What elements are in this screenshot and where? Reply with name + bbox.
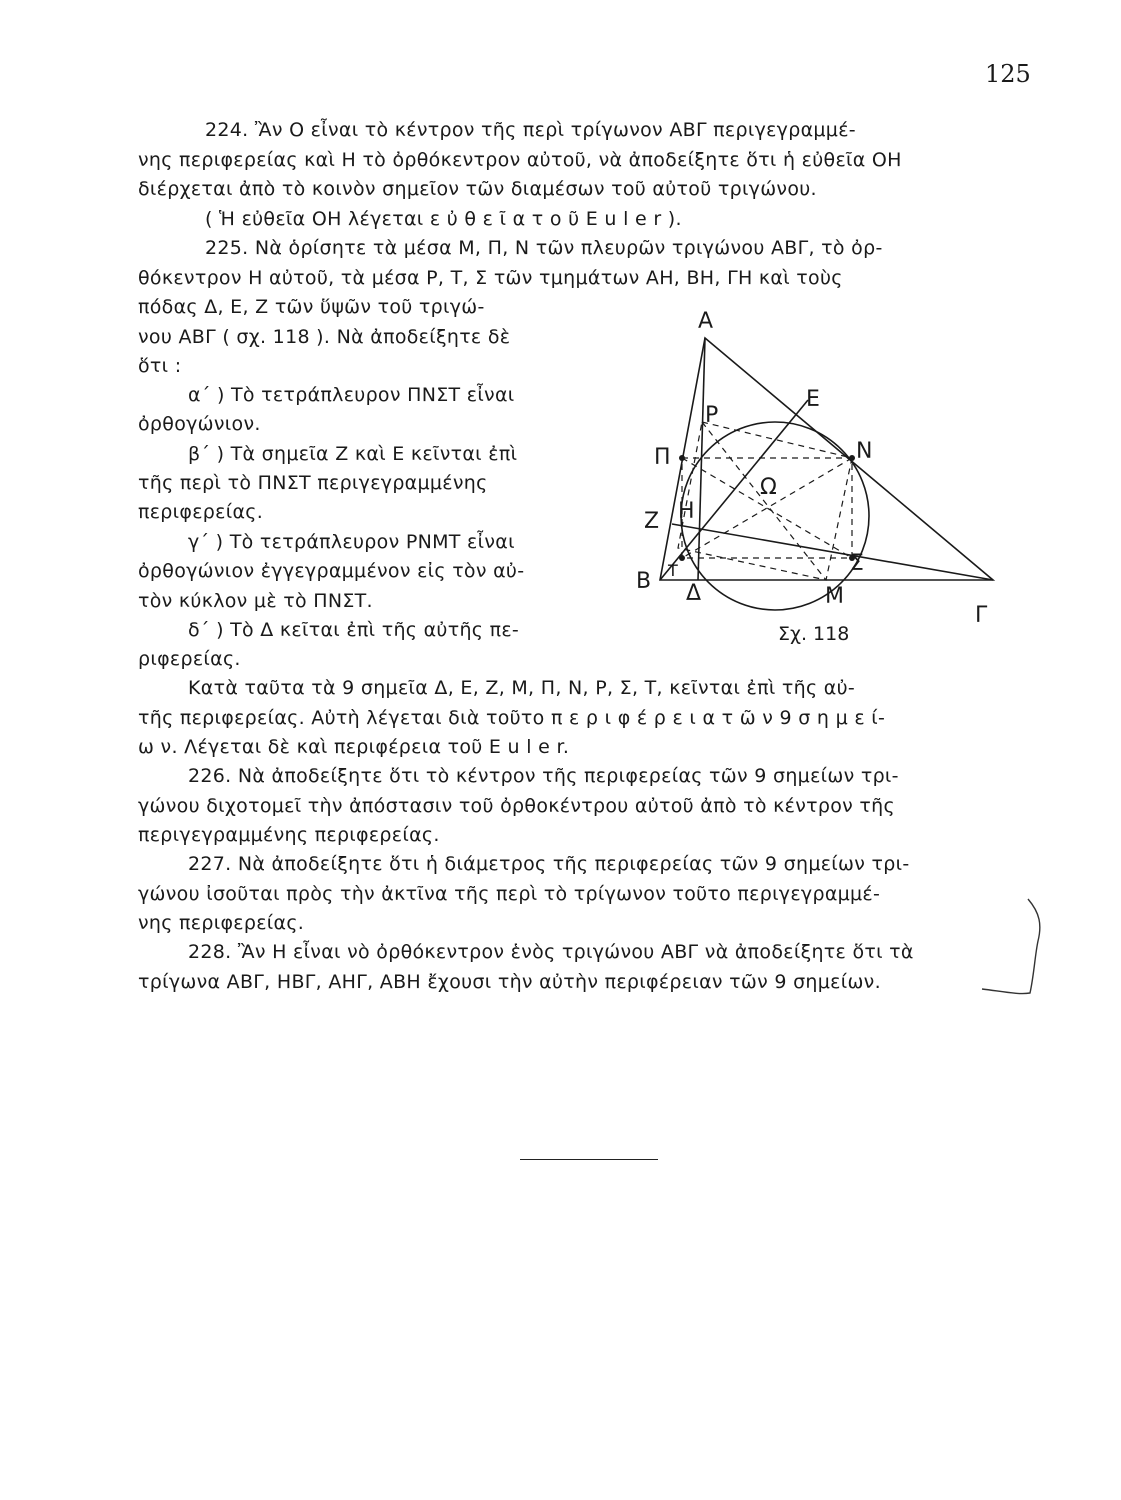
p224-line-1: 224. Ἂν Ο εἶναι τὸ κέντρον τῆς περὶ τρίγωνον ΑΒΓ περιγεγραμμέ- [205,119,856,141]
label-t: Τ [668,561,678,580]
label-d: Δ [686,581,702,606]
p225-line-16: Κατὰ ταῦτα τὰ 9 σημεῖα Δ, Ε, Ζ, Μ, Π, Ν, Ρ, Σ, Τ, κεῖνται ἐπὶ τῆς αὐ- [188,677,856,699]
p225-line-18: ω ν. Λέγεται δὲ καὶ περιφέρεια τοῦ E u l e r. [138,736,570,758]
p225-line-14: δ΄ ) Τὸ Δ κεῖται ἐπὶ τῆς αὐτῆς πε- [188,619,520,641]
triangle-abg [660,338,993,580]
p224-note: ( Ἡ εὐθεῖα ΟΗ λέγεται ε ὐ θ ε ῖ α τ ο ῦ E u l e r ). [205,208,682,230]
p225-line-12: ὀρθογώνιον ἐγγεγραμμένον εἰς τὸν αὐ- [138,560,525,582]
label-b: Β [636,569,652,594]
label-z: Ζ [644,509,660,534]
p227-line-2: γώνου ἰσοῦται πρὸς τὴν ἀκτῖνα τῆς περὶ τὸ τρίγωνον τοῦτο περιγεγραμμέ- [138,883,881,905]
label-m: Μ [825,584,844,609]
p228-line-1: 228. Ἂν Η εἶναι νὸ ὀρθόκεντρον ἑνὸς τριγώνου ΑΒΓ νὰ ἀποδείξητε ὅτι τὰ [188,941,914,963]
p225-line-5: ὅτι : [138,355,182,377]
label-o: Ω [760,475,777,500]
figure-118 [620,300,1020,645]
p225-line-6: α΄ ) Τὸ τετράπλευρον ΠΝΣΤ εἶναι [188,384,515,406]
label-p: Π [654,445,671,470]
p224-line-2: νης περιφερείας καὶ Η τὸ ὀρθόκεντρον αὐτοῦ, νὰ ἀποδείξητε ὅτι ἡ εὐθεῖα ΟΗ [138,149,902,171]
p227-line-3: νης περιφερείας. [138,912,305,934]
p227-line-1: 227. Νὰ ἀποδείξητε ὅτι ἡ διάμετρος τῆς περιφερείας τῶν 9 σημείων τρι- [188,853,910,875]
point-n-dot [849,455,855,461]
point-t-dot [679,555,685,561]
rectangle-rnmt [678,422,852,580]
p225-line-3: πόδας Δ, Ε, Ζ τῶν ὕψῶν τοῦ τριγώ- [138,296,485,318]
p225-line-4: νου ΑΒΓ ( σχ. 118 ). Νὰ ἀποδείξητε δὲ [138,326,511,348]
label-e: Ε [806,387,820,412]
p225-line-2: θόκεντρον Η αὐτοῦ, τὰ μέσα Ρ, Τ, Σ τῶν τμημάτων ΑΗ, ΒΗ, ΓΗ καὶ τοὺς [138,267,843,289]
p225-line-10: περιφερείας. [138,501,264,523]
page-number: 125 [985,60,1031,88]
p225-line-13: τὸν κύκλον μὲ τὸ ΠΝΣΤ. [138,590,373,612]
figure-caption: Σχ. 118 [778,623,850,645]
label-r: Ρ [705,403,719,428]
nine-point-circle [681,422,869,610]
section-divider [520,1159,658,1160]
p225-line-15: ριφερείας. [138,648,241,670]
p225-line-11: γ΄ ) Τὸ τετράπλευρον ΡΝΜΤ εἶναι [188,531,515,553]
label-g: Γ [975,603,988,628]
margin-bracket-mark [960,895,1050,1000]
label-n: Ν [856,439,873,464]
p226-line-1: 226. Νὰ ἀποδείξητε ὅτι τὸ κέντρον τῆς περιφερείας τῶν 9 σημείων τρι- [188,765,899,787]
p225-line-9: τῆς περὶ τὸ ΠΝΣΤ περιγεγραμμένης [138,472,488,494]
point-p-dot [679,455,685,461]
p226-line-3: περιγεγραμμένης περιφερείας. [138,824,440,846]
p225-line-17: τῆς περιφερείας. Αὐτὴ λέγεται διὰ τοῦτο π ε ρ ι φ έ ρ ε ι α τ ῶ ν 9 σ η μ ε ί- [138,707,886,729]
p225-line-7: ὀρθογώνιον. [138,413,261,435]
diagonal-rm [702,422,826,580]
p225-line-1: 225. Νὰ ὁρίσητε τὰ μέσα Μ, Π, Ν τῶν πλευρῶν τριγώνου ΑΒΓ, τὸ ὀρ- [205,237,883,259]
label-h: Η [678,499,695,524]
altitude-g [672,524,993,580]
p226-line-2: γώνου διχοτομεῖ τὴν ἀπόστασιν τοῦ ὀρθοκέντρου αὐτοῦ ἀπὸ τὸ κέντρον τῆς [138,795,895,817]
p224-line-3: διέρχεται ἀπὸ τὸ κοινὸν σημεῖον τῶν διαμέσων τοῦ αὐτοῦ τριγώνου. [138,178,817,200]
label-a: Α [698,309,714,334]
p228-line-2: τρίγωνα ΑΒΓ, ΗΒΓ, ΑΗΓ, ΑΒΗ ἔχουσι τὴν αὐτὴν περιφέρειαν τῶν 9 σημείων. [138,971,881,993]
label-s: Σ [850,551,864,576]
p225-line-8: β΄ ) Τὰ σημεῖα Ζ καὶ Ε κεῖνται ἐπὶ [188,443,518,465]
